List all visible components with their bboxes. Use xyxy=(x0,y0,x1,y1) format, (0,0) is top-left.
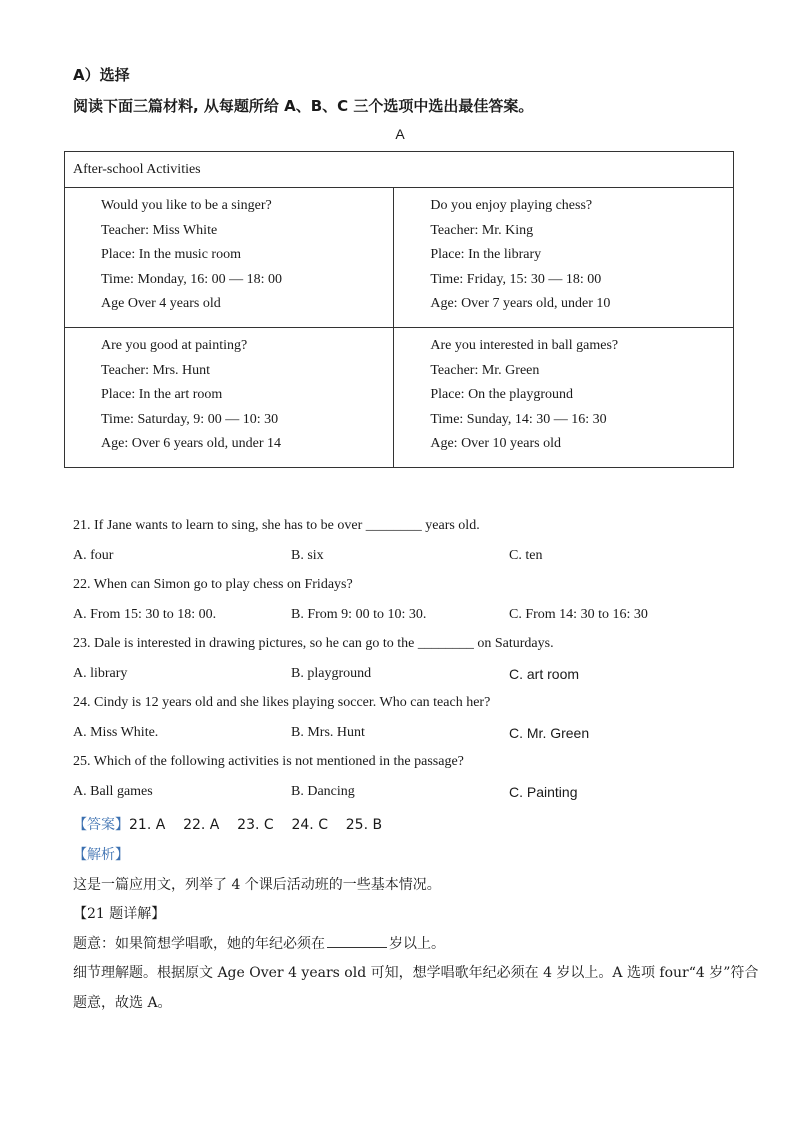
activity-cell-painting xyxy=(65,328,394,468)
activity-question: Are you good at painting? xyxy=(101,338,248,353)
question-23-option-c: C. art room xyxy=(509,666,580,682)
answer-blank xyxy=(327,935,387,948)
activity-question: Are you interested in ball games? xyxy=(430,338,619,353)
activity-question: Do you enjoy playing chess? xyxy=(430,198,593,213)
activity-cell-singing xyxy=(65,188,394,328)
activity-age: Age Over 4 years old xyxy=(101,296,221,312)
question-25-option-b: B. Dancing xyxy=(291,784,355,799)
answer-key xyxy=(73,814,382,834)
question-25: 25. Which of the following activities is not mentioned in the passage? xyxy=(73,754,464,769)
question-23: 23. Dale is interested in drawing pictures, so he can go to the ________ on Saturdays. xyxy=(73,636,554,651)
instruction-text: 阅读下面三篇材料, 从每题所给 A、B、C 三个选项中选出最佳答案。 xyxy=(73,97,534,115)
q21-heading: 【21 题详解】 xyxy=(73,906,166,922)
activities-table xyxy=(64,151,734,468)
section-heading: A）选择 xyxy=(73,66,130,84)
analysis-label: 【解析】 xyxy=(73,847,129,863)
question-22-option-b: B. From 9: 00 to 10: 30. xyxy=(291,607,427,622)
activity-time: Time: Friday, 15: 30 — 18: 00 xyxy=(430,271,602,287)
question-24-option-a: A. Miss White. xyxy=(73,725,159,740)
activity-question: Would you like to be a singer? xyxy=(101,198,272,213)
question-21: 21. If Jane wants to learn to sing, she has to be over ________ years old. xyxy=(73,518,480,533)
question-21-option-c: C. ten xyxy=(509,548,543,563)
activity-place: Place: In the art room xyxy=(101,387,223,403)
answer-values: 21. A 22. A 23. C 24. C 25. B xyxy=(129,817,383,833)
question-24-option-c: C. Mr. Green xyxy=(509,725,590,741)
activity-teacher: Teacher: Mrs. Hunt xyxy=(101,362,211,378)
passage-label: A xyxy=(395,126,405,142)
question-25-option-c: C. Painting xyxy=(509,784,578,800)
q21-meaning-before: 题意：如果简想学唱歌，她的年纪必须在 xyxy=(73,936,325,952)
analysis-summary: 这是一篇应用文，列举了 4 个课后活动班的一些基本情况。 xyxy=(73,877,441,893)
question-22-option-c: C. From 14: 30 to 16: 30 xyxy=(509,607,648,622)
activity-teacher: Teacher: Mr. King xyxy=(430,222,534,238)
activity-cell-ball-games xyxy=(394,328,734,468)
question-21-option-a: A. four xyxy=(73,548,114,563)
activity-place: Place: In the music room xyxy=(101,247,241,263)
q21-meaning xyxy=(73,933,445,953)
activity-age: Age: Over 6 years old, under 14 xyxy=(101,436,282,452)
question-23-option-a: A. library xyxy=(73,666,128,681)
question-22: 22. When can Simon go to play chess on Fridays? xyxy=(73,577,353,592)
question-22-option-a: A. From 15: 30 to 18: 00. xyxy=(73,607,217,622)
activity-time: Time: Saturday, 9: 00 — 10: 30 xyxy=(101,411,279,427)
question-25-option-a: A. Ball games xyxy=(73,784,153,799)
activity-place: Place: In the library xyxy=(430,247,542,263)
question-21-option-b: B. six xyxy=(291,548,324,563)
activity-place: Place: On the playground xyxy=(430,387,574,403)
activity-teacher: Teacher: Mr. Green xyxy=(430,362,540,378)
q21-detail-line-1: 细节理解题。根据原文 Age Over 4 years old 可知，想学唱歌年纪必须在 4 岁以上。A 选项 four“4 岁”符合 xyxy=(73,965,759,981)
table-title: After-school Activities xyxy=(65,152,734,188)
activity-teacher: Teacher: Miss White xyxy=(101,222,218,238)
answer-label: 【答案】 xyxy=(73,817,129,833)
activity-age: Age: Over 10 years old xyxy=(430,436,561,452)
question-24-option-b: B. Mrs. Hunt xyxy=(291,725,365,740)
q21-detail-line-2: 题意，故选 A。 xyxy=(73,995,172,1011)
question-23-option-b: B. playground xyxy=(291,666,372,681)
activity-time: Time: Monday, 16: 00 — 18: 00 xyxy=(101,271,282,287)
question-24: 24. Cindy is 12 years old and she likes playing soccer. Who can teach her? xyxy=(73,695,491,710)
activity-time: Time: Sunday, 14: 30 — 16: 30 xyxy=(430,411,607,427)
q21-meaning-after: 岁以上。 xyxy=(389,936,445,952)
activity-cell-chess xyxy=(394,188,734,328)
activity-age: Age: Over 7 years old, under 10 xyxy=(430,296,611,312)
